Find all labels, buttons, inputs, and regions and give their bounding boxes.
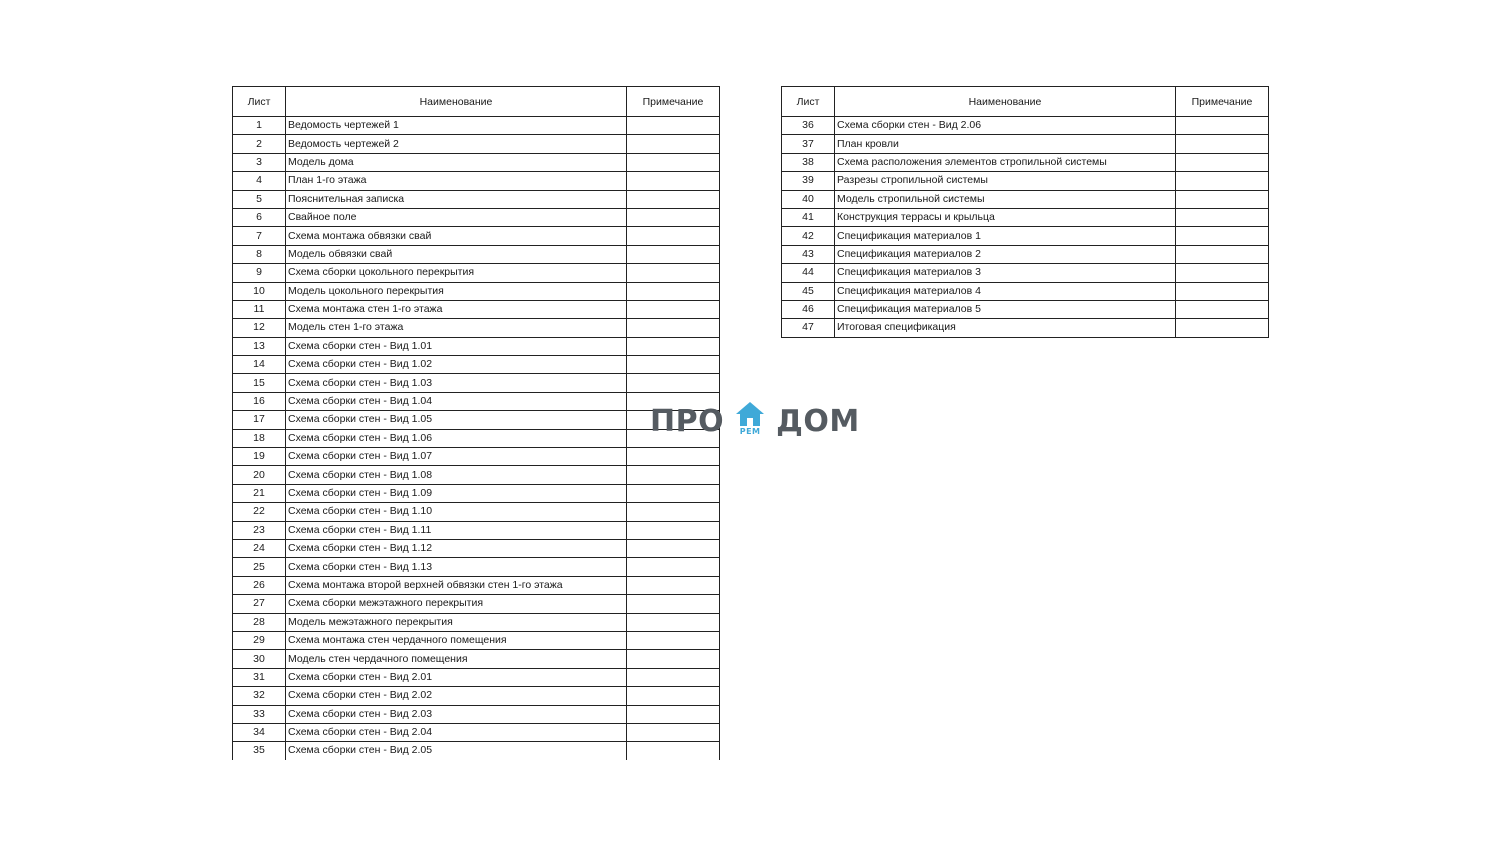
table-row [233, 337, 720, 355]
table-row [233, 190, 720, 208]
sheet-number: 39 [782, 172, 835, 190]
sheet-note [627, 576, 720, 594]
sheet-note [627, 374, 720, 392]
sheet-number: 6 [233, 208, 286, 226]
table-row [233, 631, 720, 649]
sheet-name: Спецификация материалов 1 [835, 227, 1176, 245]
sheet-note [1176, 264, 1269, 282]
sheet-name: Схема монтажа обвязки свай [286, 227, 627, 245]
sheet-name: Схема сборки цокольного перекрытия [286, 264, 627, 282]
sheet-number: 43 [782, 245, 835, 263]
sheet-number: 17 [233, 411, 286, 429]
table-row [782, 172, 1269, 190]
sheet-number: 16 [233, 392, 286, 410]
table-row [233, 539, 720, 557]
sheet-name: Схема сборки стен - Вид 1.01 [286, 337, 627, 355]
sheet-note [1176, 208, 1269, 226]
sheet-name: Схема сборки стен - Вид 1.07 [286, 448, 627, 466]
table-row [233, 411, 720, 429]
sheet-note [1176, 172, 1269, 190]
sheet-name: Модель цокольного перекрытия [286, 282, 627, 300]
table-header-row [782, 87, 1269, 117]
sheet-name: Модель обвязки свай [286, 245, 627, 263]
sheet-note [627, 448, 720, 466]
sheet-number: 32 [233, 687, 286, 705]
table-row [782, 135, 1269, 153]
sheet-number: 42 [782, 227, 835, 245]
drawings-table-right [781, 86, 1269, 338]
table-body-right [782, 117, 1269, 338]
table-header-row [233, 87, 720, 117]
sheet-note [627, 650, 720, 668]
sheet-name: Схема сборки стен - Вид 1.13 [286, 558, 627, 576]
sheet-name: Схема сборки стен - Вид 2.05 [286, 742, 627, 760]
table-row [233, 117, 720, 135]
sheet-note [627, 117, 720, 135]
sheet-name: Схема сборки стен - Вид 1.05 [286, 411, 627, 429]
table-row [233, 227, 720, 245]
sheet-number: 47 [782, 319, 835, 337]
sheet-note [627, 264, 720, 282]
table-row [233, 705, 720, 723]
sheet-note [627, 539, 720, 557]
sheet-number: 41 [782, 208, 835, 226]
sheet-number: 25 [233, 558, 286, 576]
sheet-note [627, 613, 720, 631]
table-row [782, 282, 1269, 300]
sheet-name: Конструкция террасы и крыльца [835, 208, 1176, 226]
sheet-name: Схема сборки стен - Вид 1.04 [286, 392, 627, 410]
sheet-name: Модель межэтажного перекрытия [286, 613, 627, 631]
sheet-number: 31 [233, 668, 286, 686]
sheet-name: Ведомость чертежей 2 [286, 135, 627, 153]
sheet-name: Свайное поле [286, 208, 627, 226]
table-row [782, 319, 1269, 337]
sheet-number: 23 [233, 521, 286, 539]
sheet-note [1176, 153, 1269, 171]
sheet-number: 9 [233, 264, 286, 282]
sheet-name: Схема сборки стен - Вид 2.03 [286, 705, 627, 723]
table-row [233, 448, 720, 466]
sheet-number: 12 [233, 319, 286, 337]
table-row [233, 503, 720, 521]
sheet-number: 5 [233, 190, 286, 208]
table-row [233, 687, 720, 705]
sheet-name: Схема сборки стен - Вид 2.02 [286, 687, 627, 705]
sheet-name: Модель стен 1-го этажа [286, 319, 627, 337]
sheet-name: Схема сборки стен - Вид 1.09 [286, 484, 627, 502]
table-row [233, 172, 720, 190]
table-row [782, 227, 1269, 245]
sheet-note [627, 466, 720, 484]
house-icon [734, 401, 766, 441]
sheet-note [627, 282, 720, 300]
table-row [233, 153, 720, 171]
header-sheet: Лист [782, 87, 835, 117]
sheet-note [1176, 245, 1269, 263]
sheet-number: 21 [233, 484, 286, 502]
table-row [233, 356, 720, 374]
sheet-number: 24 [233, 539, 286, 557]
sheet-number: 35 [233, 742, 286, 760]
sheet-name: Схема сборки стен - Вид 1.12 [286, 539, 627, 557]
sheet-number: 34 [233, 723, 286, 741]
header-note: Примечание [627, 87, 720, 117]
sheet-note [1176, 190, 1269, 208]
sheet-name: Схема сборки стен - Вид 2.04 [286, 723, 627, 741]
sheet-name: Схема сборки стен - Вид 2.01 [286, 668, 627, 686]
sheet-number: 4 [233, 172, 286, 190]
table-row [782, 117, 1269, 135]
sheet-name: Спецификация материалов 5 [835, 300, 1176, 318]
sheet-number: 37 [782, 135, 835, 153]
sheet-note [627, 337, 720, 355]
sheet-name: Схема сборки стен - Вид 1.03 [286, 374, 627, 392]
sheet-note [627, 705, 720, 723]
sheet-number: 7 [233, 227, 286, 245]
sheet-note [627, 153, 720, 171]
sheet-note [627, 631, 720, 649]
sheet-number: 3 [233, 153, 286, 171]
sheet-note [627, 245, 720, 263]
sheet-note [627, 503, 720, 521]
sheet-name: Пояснительная записка [286, 190, 627, 208]
sheet-number: 29 [233, 631, 286, 649]
sheet-note [1176, 135, 1269, 153]
table-row [782, 190, 1269, 208]
table-row [233, 650, 720, 668]
sheet-name: Итоговая спецификация [835, 319, 1176, 337]
sheet-number: 8 [233, 245, 286, 263]
sheet-number: 20 [233, 466, 286, 484]
table-row [782, 264, 1269, 282]
sheet-name: Модель стен чердачного помещения [286, 650, 627, 668]
logo-subtext: РЕМ [739, 427, 761, 436]
sheet-name: Разрезы стропильной системы [835, 172, 1176, 190]
sheet-name: Схема сборки межэтажного перекрытия [286, 595, 627, 613]
sheet-note [627, 208, 720, 226]
table-row [233, 429, 720, 447]
sheet-note [627, 668, 720, 686]
table-row [233, 558, 720, 576]
sheet-number: 45 [782, 282, 835, 300]
sheet-note [1176, 319, 1269, 337]
table-row [233, 723, 720, 741]
sheet-name: План кровли [835, 135, 1176, 153]
header-note: Примечание [1176, 87, 1269, 117]
sheet-number: 11 [233, 300, 286, 318]
table-row [233, 392, 720, 410]
sheet-name: Схема сборки стен - Вид 1.10 [286, 503, 627, 521]
table-row [233, 264, 720, 282]
drawings-table-left [232, 86, 720, 760]
sheet-note [627, 595, 720, 613]
sheet-number: 14 [233, 356, 286, 374]
sheet-note [627, 558, 720, 576]
logo-text-left: ПРО [650, 403, 725, 439]
sheet-name: Спецификация материалов 4 [835, 282, 1176, 300]
table-row [782, 300, 1269, 318]
table-row [233, 484, 720, 502]
table-row [233, 300, 720, 318]
sheet-number: 1 [233, 117, 286, 135]
sheet-note [627, 687, 720, 705]
table-row [782, 208, 1269, 226]
table-row [233, 135, 720, 153]
sheet-number: 33 [233, 705, 286, 723]
sheet-name: Спецификация материалов 2 [835, 245, 1176, 263]
sheet-note [627, 484, 720, 502]
table-row [233, 613, 720, 631]
sheet-number: 10 [233, 282, 286, 300]
sheet-name: Схема сборки стен - Вид 1.08 [286, 466, 627, 484]
sheet-number: 22 [233, 503, 286, 521]
sheet-name: Схема сборки стен - Вид 2.06 [835, 117, 1176, 135]
table-row [233, 668, 720, 686]
table-row [233, 576, 720, 594]
header-name: Наименование [286, 87, 627, 117]
table-row [233, 374, 720, 392]
sheet-name: Схема сборки стен - Вид 1.11 [286, 521, 627, 539]
table-row [233, 466, 720, 484]
sheet-number: 30 [233, 650, 286, 668]
table-body-left [233, 117, 720, 760]
table-row [233, 319, 720, 337]
sheet-name: Модель стропильной системы [835, 190, 1176, 208]
sheet-number: 44 [782, 264, 835, 282]
sheet-number: 28 [233, 613, 286, 631]
sheet-number: 19 [233, 448, 286, 466]
sheet-note [627, 172, 720, 190]
table-row [233, 521, 720, 539]
table-row [233, 595, 720, 613]
sheet-note [627, 723, 720, 741]
sheet-note [1176, 300, 1269, 318]
watermark-logo [650, 401, 860, 441]
table-row [782, 245, 1269, 263]
sheet-name: Схема сборки стен - Вид 1.02 [286, 356, 627, 374]
sheet-number: 40 [782, 190, 835, 208]
table-row [233, 208, 720, 226]
sheet-note [627, 135, 720, 153]
header-sheet: Лист [233, 87, 286, 117]
sheet-note [627, 356, 720, 374]
sheet-number: 13 [233, 337, 286, 355]
sheet-note [627, 300, 720, 318]
sheet-number: 15 [233, 374, 286, 392]
sheet-name: Схема монтажа стен чердачного помещения [286, 631, 627, 649]
sheet-name: Схема монтажа стен 1-го этажа [286, 300, 627, 318]
logo-text-right: ДОМ [776, 403, 860, 439]
sheet-name: Модель дома [286, 153, 627, 171]
sheet-note [1176, 282, 1269, 300]
sheet-number: 27 [233, 595, 286, 613]
sheet-note [627, 190, 720, 208]
table-row [233, 282, 720, 300]
sheet-number: 18 [233, 429, 286, 447]
table-row [233, 245, 720, 263]
sheet-name: Схема расположения элементов стропильной системы [835, 153, 1176, 171]
sheet-note [627, 521, 720, 539]
sheet-number: 46 [782, 300, 835, 318]
sheet-note [627, 319, 720, 337]
sheet-name: Ведомость чертежей 1 [286, 117, 627, 135]
sheet-number: 36 [782, 117, 835, 135]
sheet-number: 2 [233, 135, 286, 153]
sheet-note [627, 227, 720, 245]
header-name: Наименование [835, 87, 1176, 117]
sheet-name: План 1-го этажа [286, 172, 627, 190]
sheet-note [627, 742, 720, 760]
sheet-name: Спецификация материалов 3 [835, 264, 1176, 282]
table-row [233, 742, 720, 760]
table-row [782, 153, 1269, 171]
sheet-number: 26 [233, 576, 286, 594]
sheet-note [1176, 117, 1269, 135]
sheet-name: Схема монтажа второй верхней обвязки стен 1-го этажа [286, 576, 627, 594]
sheet-number: 38 [782, 153, 835, 171]
sheet-name: Схема сборки стен - Вид 1.06 [286, 429, 627, 447]
sheet-note [1176, 227, 1269, 245]
